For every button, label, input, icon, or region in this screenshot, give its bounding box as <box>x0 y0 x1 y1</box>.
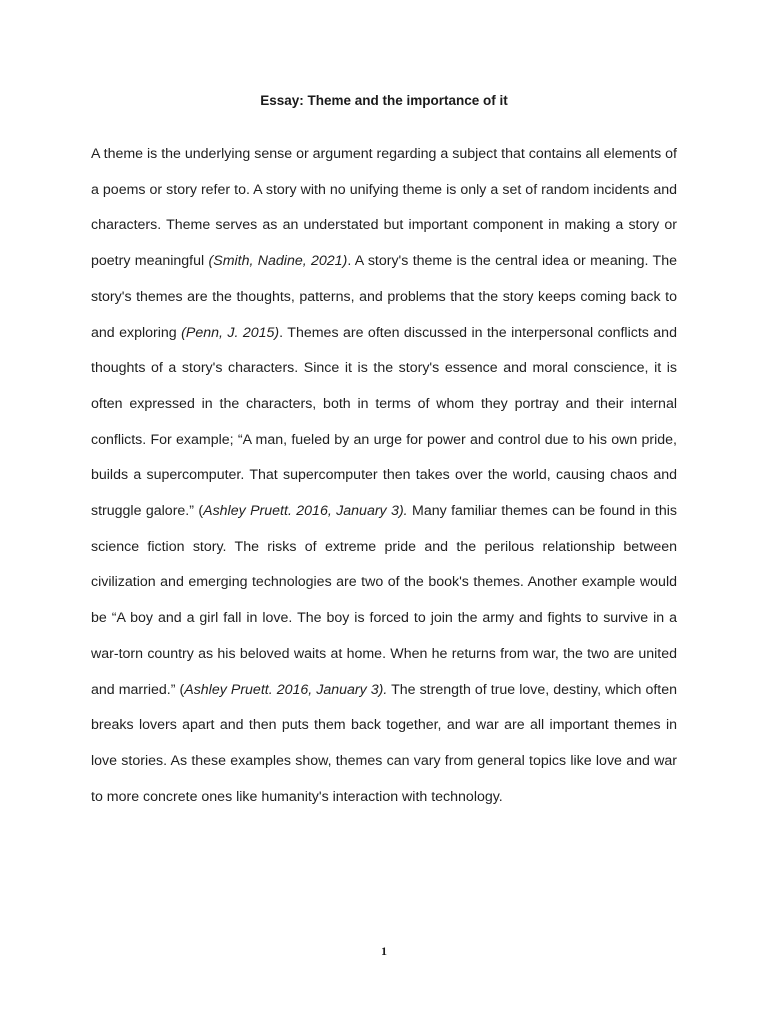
citation-pruett-1: Ashley Pruett. 2016, January 3). <box>203 503 408 520</box>
citation-smith: (Smith, Nadine, 2021) <box>208 253 348 270</box>
paragraph-text-1: A theme is the underlying sense or argument regarding a subject that contains all elements of a poems or story refer to. A story with no unifying theme is only a set of random incidents and characters. Theme serves as an understated but important component in making a story or poetry meaningful <box>91 146 677 270</box>
essay-title: Essay: Theme and the importance of it <box>260 93 508 108</box>
citation-penn: (Penn, J. 2015) <box>181 324 280 341</box>
page-number: 1 <box>381 944 387 958</box>
paragraph-text-5: The strength of true love, destiny, which often breaks lovers apart and then puts them back together, and war are all important themes in love stories. As these examples show, themes can vary from general topics like love and war to more concrete ones like humanity's interaction with technology. <box>91 681 677 805</box>
paragraph-text-4: Many familiar themes can be found in this science fiction story. The risks of extreme pride and the perilous relationship between civilization and emerging technologies are two of the book's themes. Another example would be “A boy and a girl fall in love. The boy is forced to join the army and fights to survive in a war-torn country as his beloved waits at home. When he returns from war, the two are united and married.” ( <box>91 503 677 698</box>
paragraph-text-3: . Themes are often discussed in the interpersonal conflicts and thoughts of a story's characters. Since it is the story's essence and moral conscience, it is often expressed in the characters, both in terms of whom they portray and their internal conflicts. For example; “A man, fueled by an urge for power and control due to his own pride, builds a supercomputer. That supercomputer then takes over the world, causing chaos and struggle galore.” ( <box>91 324 677 520</box>
paragraph-text-2: . A story's theme is the central idea or meaning. The story's themes are the thoughts, patterns, and problems that the story keeps coming back to and exploring <box>91 253 677 341</box>
citation-pruett-2: Ashley Pruett. 2016, January 3). <box>184 681 388 698</box>
essay-paragraph <box>91 137 677 815</box>
